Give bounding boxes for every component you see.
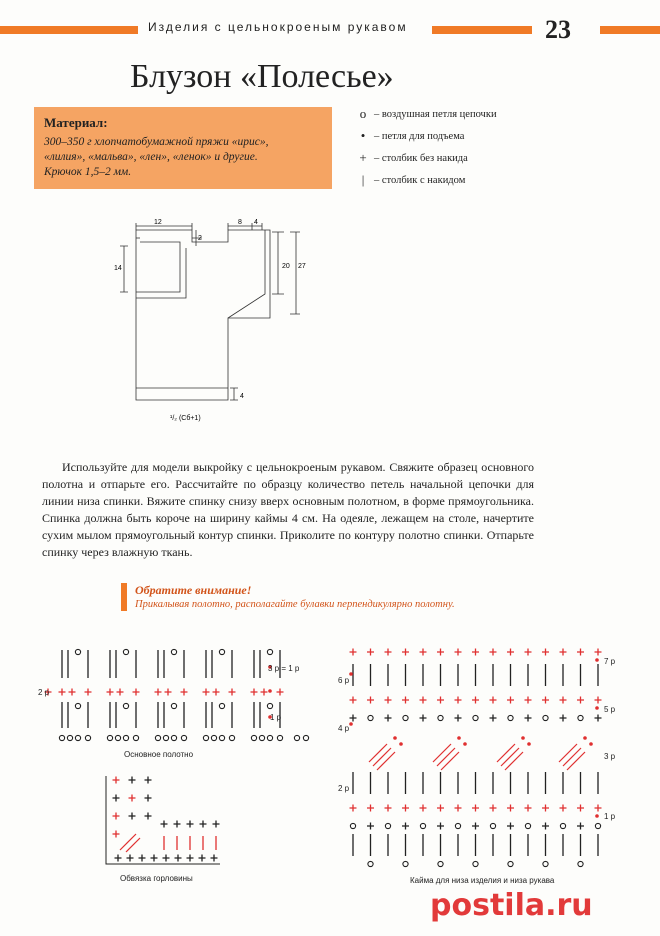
single-crochet-mark <box>507 823 514 830</box>
turning-chain-mark <box>268 689 272 693</box>
stitch-legend <box>352 103 562 191</box>
chain-stitch-mark <box>525 823 530 828</box>
single-crochet-mark <box>367 823 374 830</box>
diagonal-stitch-mark <box>126 838 140 852</box>
single-crochet-mark <box>542 697 549 704</box>
single-crochet-mark <box>385 715 392 722</box>
note-title: Обратите внимание! <box>135 583 252 597</box>
single-crochet-mark <box>595 805 602 812</box>
single-crochet-mark <box>472 697 479 704</box>
single-crochet-mark <box>115 855 122 862</box>
single-crochet-mark <box>251 689 258 696</box>
chain-stitch-mark <box>59 735 64 740</box>
single-crochet-mark <box>595 715 602 722</box>
single-crochet-mark <box>127 855 134 862</box>
body-paragraph: Используйте для модели выкройку с цельнокроеным рукавом. Свяжите образец основного полотна и отпарьте его. Рассчитайте по образцу количество петель начальной цепочки для линии низа спинки. Вяжите спинку снизу вверх основным полотном, в форме прямоугольника. Спинка должна быть короче на ширину каймы 4 см. На одеяле, лежащем на столе, начертите сухим мылом прямоугольный контур спинки. Приколите по контуру полотно спинки. Отпарьте спинку через влажную ткань. <box>42 460 534 559</box>
single-crochet-mark <box>490 805 497 812</box>
header-mid-bar <box>432 26 532 34</box>
page-number: 23 <box>545 15 571 44</box>
single-crochet-mark <box>560 649 567 656</box>
chain-stitch-mark <box>251 735 256 740</box>
single-crochet-mark <box>113 777 120 784</box>
chart-border <box>335 638 625 874</box>
single-crochet-mark <box>145 795 152 802</box>
turning-chain-mark <box>583 736 587 740</box>
dim-label: 2 <box>198 235 202 242</box>
single-crochet-mark <box>367 649 374 656</box>
single-crochet-mark <box>129 795 136 802</box>
single-crochet-mark <box>560 697 567 704</box>
turning-chain-mark <box>527 742 531 746</box>
chain-stitch-mark <box>163 735 168 740</box>
chain-stitch-mark <box>219 735 224 740</box>
single-crochet-mark <box>174 821 181 828</box>
caption-main-fabric: Основное полотно <box>124 750 194 759</box>
single-crochet-mark <box>133 689 140 696</box>
chain-stitch-mark <box>75 703 80 708</box>
legend-row <box>352 103 562 125</box>
single-crochet-mark <box>402 805 409 812</box>
diagonal-stitch-mark <box>567 752 585 770</box>
chain-stitch-mark <box>303 735 308 740</box>
single-crochet-mark <box>213 689 220 696</box>
single-crochet-mark <box>420 649 427 656</box>
turning-chain-mark <box>463 742 467 746</box>
legend-label: – столбик без накида <box>374 152 468 164</box>
watermark-text: postila.ru <box>430 888 593 923</box>
legend-row <box>352 147 562 169</box>
materials-line: «лилия», «мальва», «лен», «ленок» и другие. <box>44 151 258 163</box>
single-crochet-mark <box>402 697 409 704</box>
diagonal-stitch-mark <box>433 744 451 762</box>
chain-stitch-mark <box>277 735 282 740</box>
watermark-logo <box>430 888 593 923</box>
single-crochet-mark <box>595 697 602 704</box>
single-crochet-mark <box>420 715 427 722</box>
chain-stitch-mark <box>403 861 408 866</box>
chain-stitch-mark <box>267 735 272 740</box>
legend-row <box>352 125 562 147</box>
note-bar <box>121 583 127 611</box>
chart-neckline <box>100 772 225 870</box>
single-crochet-mark <box>85 689 92 696</box>
single-crochet-mark <box>542 805 549 812</box>
diagonal-stitch-mark <box>559 744 577 762</box>
single-crochet-mark <box>113 813 120 820</box>
turning-chain-mark <box>349 722 353 726</box>
chain-stitch-mark <box>508 715 513 720</box>
dim-label: 20 <box>282 263 290 270</box>
turning-chain-mark <box>595 814 599 818</box>
double-crochet-icon: | <box>361 172 365 187</box>
header-left-bar <box>0 26 138 34</box>
single-crochet-mark <box>437 697 444 704</box>
label-border-row-6: 6 р <box>338 676 350 685</box>
turning-chain-mark <box>595 658 599 662</box>
single-crochet-mark <box>560 715 567 722</box>
single-crochet-mark <box>420 805 427 812</box>
single-crochet-mark <box>113 831 120 838</box>
single-crochet-mark <box>277 689 284 696</box>
single-crochet-mark <box>577 823 584 830</box>
chain-stitch-mark <box>123 703 128 708</box>
chain-stitch-mark <box>181 735 186 740</box>
turning-chain-mark <box>521 736 525 740</box>
legend-label: – столбик с накидом <box>374 174 466 186</box>
chain-stitch-mark <box>578 861 583 866</box>
label-border-row-3: 3 р <box>604 752 616 761</box>
legend-row <box>352 169 562 191</box>
single-crochet-mark <box>199 855 206 862</box>
single-crochet-mark <box>472 649 479 656</box>
diagonal-stitch-mark <box>563 748 581 766</box>
label-main-fabric-row-2: 2 р <box>38 688 50 697</box>
chart-main-fabric <box>32 640 322 765</box>
diagonal-stitch-mark <box>373 748 391 766</box>
label-border-row-5: 5 р <box>604 705 616 714</box>
chain-stitch-mark <box>229 735 234 740</box>
single-crochet-mark <box>163 855 170 862</box>
turning-chain-mark <box>399 742 403 746</box>
chain-stitch-mark <box>259 735 264 740</box>
single-crochet-mark <box>229 689 236 696</box>
single-crochet-mark <box>490 715 497 722</box>
single-crochet-mark <box>560 805 567 812</box>
chain-stitch-mark <box>67 735 72 740</box>
chain-stitch-mark <box>211 735 216 740</box>
chain-stitch-mark <box>368 861 373 866</box>
diagonal-stitch-mark <box>377 752 395 770</box>
chain-stitch-mark <box>171 703 176 708</box>
single-crochet-mark <box>455 715 462 722</box>
chain-stitch-icon: o <box>359 106 367 121</box>
chain-stitch-mark <box>267 703 272 708</box>
single-crochet-mark <box>402 649 409 656</box>
chain-stitch-mark <box>368 715 373 720</box>
turning-chain-icon: • <box>360 128 366 143</box>
chain-stitch-mark <box>385 823 390 828</box>
chain-stitch-mark <box>75 735 80 740</box>
page-title: Блузон «Полесье» <box>130 58 394 95</box>
chain-stitch-mark <box>267 649 272 654</box>
single-crochet-mark <box>350 697 357 704</box>
single-crochet-mark <box>161 821 168 828</box>
single-crochet-mark <box>577 649 584 656</box>
chain-stitch-mark <box>155 735 160 740</box>
single-crochet-mark <box>455 805 462 812</box>
single-crochet-mark <box>367 697 374 704</box>
chain-stitch-mark <box>115 735 120 740</box>
chain-stitch-mark <box>350 823 355 828</box>
turning-chain-mark <box>457 736 461 740</box>
dim-label: 4 <box>254 219 258 226</box>
single-crochet-mark <box>69 689 76 696</box>
single-crochet-icon: + <box>359 150 367 165</box>
single-crochet-mark <box>385 649 392 656</box>
chain-stitch-mark <box>420 823 425 828</box>
single-crochet-mark <box>507 697 514 704</box>
label-main-fabric-row-1: 1 р <box>270 713 282 722</box>
section-title: Изделия с цельнокроеным рукавом <box>148 20 408 34</box>
single-crochet-mark <box>129 813 136 820</box>
single-crochet-mark <box>213 821 220 828</box>
single-crochet-mark <box>145 813 152 820</box>
single-crochet-mark <box>187 821 194 828</box>
materials-box <box>34 107 332 189</box>
label-border-row-7: 7 р <box>604 657 616 666</box>
single-crochet-mark <box>472 805 479 812</box>
chain-stitch-mark <box>403 715 408 720</box>
single-crochet-mark <box>385 805 392 812</box>
single-crochet-mark <box>577 697 584 704</box>
chain-stitch-mark <box>438 715 443 720</box>
single-crochet-mark <box>350 715 357 722</box>
turning-chain-mark <box>349 672 353 676</box>
chain-stitch-mark <box>85 735 90 740</box>
single-crochet-mark <box>472 823 479 830</box>
single-crochet-mark <box>165 689 172 696</box>
single-crochet-mark <box>420 697 427 704</box>
caption-border: Кайма для низа изделия и низа рукава <box>410 876 555 885</box>
materials-line: 300–350 г хлопчатобумажной пряжи «ирис», <box>44 136 269 148</box>
single-crochet-mark <box>175 855 182 862</box>
chain-stitch-mark <box>133 735 138 740</box>
single-crochet-mark <box>367 805 374 812</box>
chain-stitch-mark <box>578 715 583 720</box>
chart-axis-line <box>106 776 220 864</box>
single-crochet-mark <box>525 715 532 722</box>
single-crochet-mark <box>437 805 444 812</box>
single-crochet-mark <box>507 805 514 812</box>
chain-stitch-mark <box>219 703 224 708</box>
note-text: Прикалывая полотно, располагайте булавки перпендикулярно полотну. <box>135 599 455 610</box>
label-border-row-1: 1 р <box>604 812 616 821</box>
chain-stitch-mark <box>294 735 299 740</box>
dim-label: 4 <box>240 393 244 400</box>
chain-stitch-mark <box>473 715 478 720</box>
chain-stitch-mark <box>543 861 548 866</box>
single-crochet-mark <box>525 805 532 812</box>
single-crochet-mark <box>402 823 409 830</box>
chain-stitch-mark <box>171 735 176 740</box>
single-crochet-mark <box>542 823 549 830</box>
pattern-bottom-label: ¹/₂ (Сб+1) <box>170 415 201 422</box>
single-crochet-mark <box>577 805 584 812</box>
chain-stitch-mark <box>123 649 128 654</box>
chain-stitch-mark <box>473 861 478 866</box>
single-crochet-mark <box>437 649 444 656</box>
header-right-bar <box>600 26 660 34</box>
single-crochet-mark <box>200 821 207 828</box>
chain-stitch-mark <box>123 735 128 740</box>
label-border-row-2: 2 р <box>338 784 350 793</box>
chain-stitch-mark <box>560 823 565 828</box>
chain-stitch-mark <box>595 823 600 828</box>
dim-label: 14 <box>114 265 122 272</box>
single-crochet-mark <box>455 649 462 656</box>
single-crochet-mark <box>59 689 66 696</box>
single-crochet-mark <box>139 855 146 862</box>
single-crochet-mark <box>525 697 532 704</box>
single-crochet-mark <box>595 649 602 656</box>
single-crochet-mark <box>350 649 357 656</box>
chain-stitch-mark <box>490 823 495 828</box>
chain-stitch-mark <box>438 861 443 866</box>
single-crochet-mark <box>385 697 392 704</box>
single-crochet-mark <box>490 697 497 704</box>
single-crochet-mark <box>350 805 357 812</box>
chain-stitch-mark <box>543 715 548 720</box>
caption-neckline: Обвязка горловины <box>120 874 193 883</box>
single-crochet-mark <box>145 777 152 784</box>
chain-stitch-mark <box>508 861 513 866</box>
single-crochet-mark <box>455 697 462 704</box>
single-crochet-mark <box>187 855 194 862</box>
diagonal-stitch-mark <box>501 748 519 766</box>
single-crochet-mark <box>261 689 268 696</box>
chain-stitch-mark <box>107 735 112 740</box>
diagonal-stitch-mark <box>120 834 136 850</box>
single-crochet-mark <box>155 689 162 696</box>
single-crochet-mark <box>542 649 549 656</box>
dim-label: 27 <box>298 263 306 270</box>
label-border-row-4: 4 р <box>338 724 350 733</box>
legend-label: – воздушная петля цепочки <box>374 108 497 120</box>
chain-stitch-mark <box>75 649 80 654</box>
dim-label: 12 <box>154 219 162 226</box>
turning-chain-mark <box>589 742 593 746</box>
chain-stitch-mark <box>171 649 176 654</box>
chain-stitch-mark <box>455 823 460 828</box>
materials-heading: Материал: <box>44 115 108 130</box>
single-crochet-mark <box>151 855 158 862</box>
legend-label: – петля для подъема <box>374 130 465 142</box>
turning-chain-mark <box>595 706 599 710</box>
diagonal-stitch-mark <box>497 744 515 762</box>
garment-pattern-diagram <box>100 208 320 433</box>
turning-chain-mark <box>393 736 397 740</box>
diagonal-stitch-mark <box>437 748 455 766</box>
single-crochet-mark <box>490 649 497 656</box>
single-crochet-mark <box>129 777 136 784</box>
single-crochet-mark <box>107 689 114 696</box>
single-crochet-mark <box>181 689 188 696</box>
chain-stitch-mark <box>203 735 208 740</box>
single-crochet-mark <box>525 649 532 656</box>
single-crochet-mark <box>437 823 444 830</box>
single-crochet-mark <box>211 855 218 862</box>
label-main-fabric-row-3: 3 р = 1 р <box>268 664 300 673</box>
diagonal-stitch-mark <box>505 752 523 770</box>
single-crochet-mark <box>113 795 120 802</box>
single-crochet-mark <box>203 689 210 696</box>
single-crochet-mark <box>507 649 514 656</box>
dim-label: 8 <box>238 219 242 226</box>
chain-stitch-mark <box>219 649 224 654</box>
diagonal-stitch-mark <box>441 752 459 770</box>
diagonal-stitch-mark <box>369 744 387 762</box>
materials-line: Крючок 1,5–2 мм. <box>44 166 132 178</box>
single-crochet-mark <box>117 689 124 696</box>
